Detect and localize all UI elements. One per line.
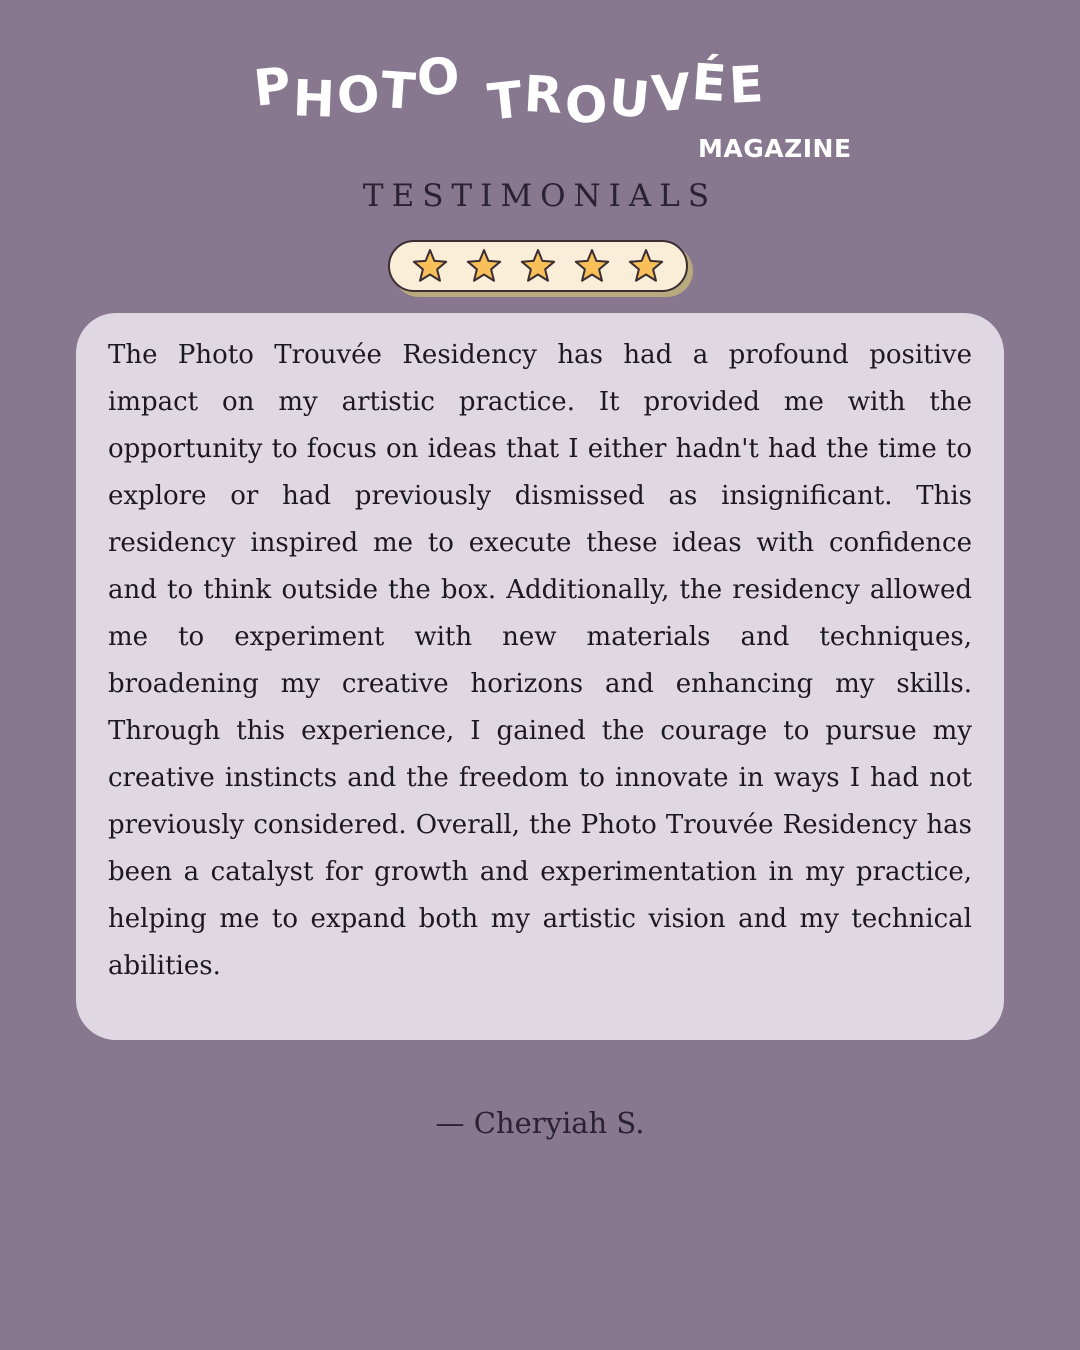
logo-letter: E [727,55,767,115]
brand-subtitle: MAGAZINE [698,134,852,163]
logo-letter: O [415,46,464,108]
logo-letter: T [379,60,420,122]
logo-letter: P [251,56,296,118]
star-icon [573,247,611,285]
logo-letter: É [690,52,731,114]
brand-logo [0,0,1080,175]
logo-letter: O [563,74,611,136]
brand-word-trouvee [485,52,767,136]
star-icon [465,247,503,285]
logo-letter: T [485,70,528,132]
star-icon [627,247,665,285]
testimonial-text: The Photo Trouvée Residency has had a profound positive impact on my artistic practice. It provided me with the opportunity to focus on ideas that I either hadn't had the time to explore or had previously dismissed as insignificant. This residency inspired me to execute these ideas with confidence and to think outside the box. Additionally, the residency allowed me to experiment with new materials and techniques, broadening my creative horizons and enhancing my skills. Through this experience, I gained the courage to pursue my creative instincts and the freedom to innovate in ways I had not previously considered. Overall, the Photo Trouvée Residency has been a catalyst for growth and experimentation in my practice, helping me to expand both my artistic vision and my technical abilities. [108,340,972,981]
logo-letter: O [334,64,383,126]
star-rating-badge [388,240,688,292]
testimonial-author: — Cheryiah S. [435,1106,645,1140]
logo-letter: V [649,62,695,124]
section-heading: TESTIMONIALS [362,178,718,214]
logo-letter: H [291,69,338,129]
star-icon [519,247,557,285]
logo-letter: U [606,68,655,130]
star-icon [411,247,449,285]
logo-letter: R [522,64,567,126]
brand-word-photo [251,46,464,129]
